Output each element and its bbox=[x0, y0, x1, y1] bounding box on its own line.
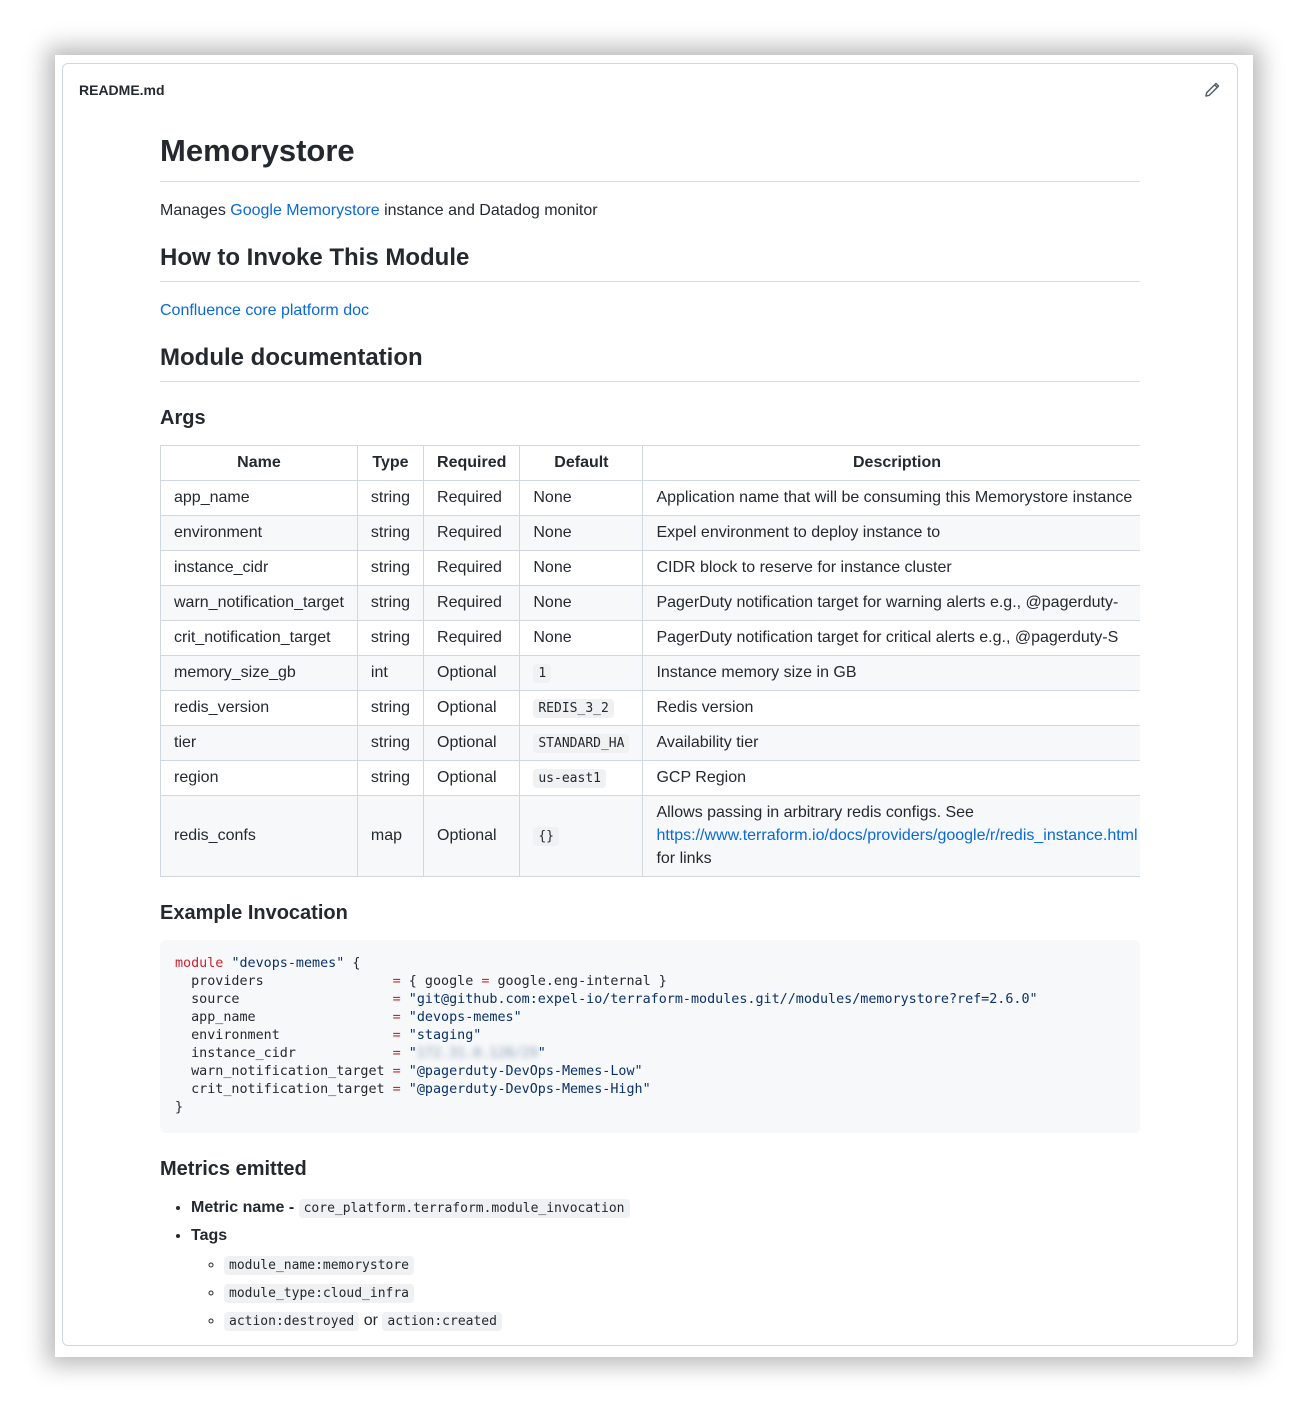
description-line: for links bbox=[656, 850, 712, 868]
code-keyword: module bbox=[175, 955, 224, 971]
arg-default: None bbox=[520, 515, 643, 550]
arg-name: tier bbox=[161, 725, 358, 760]
arg-required: Optional bbox=[424, 760, 520, 795]
arg-required: Optional bbox=[424, 690, 520, 725]
tag-code: action:destroyed bbox=[224, 1312, 359, 1331]
arg-name: instance_cidr bbox=[161, 550, 358, 585]
arg-default bbox=[520, 655, 643, 690]
arg-name: warn_notification_target bbox=[161, 585, 358, 620]
arg-description: Application name that will be consuming this Memorystore instance bbox=[643, 480, 1140, 515]
default-code: REDIS_3_2 bbox=[533, 699, 613, 718]
arg-default bbox=[520, 725, 643, 760]
confluence-doc-link[interactable]: Confluence core platform doc bbox=[160, 301, 369, 319]
arg-required: Optional bbox=[424, 795, 520, 876]
default-code: {} bbox=[533, 827, 559, 846]
arg-default: None bbox=[520, 585, 643, 620]
arg-type: map bbox=[357, 795, 423, 876]
example-code-block: module "devops-memes" { providers = { google = google.eng-internal } source = "git@github.com:expel-io/terraform-modules.git//modules/memorystore?ref=2.6.0" app_name = "devops-memes" environment = "staging" instance_cidr = "172.31.0.128/29" warn_notification_target = "@pagerduty-DevOps-Memes-Low" crit_notification_target = "@pagerduty-DevOps-Memes-High" } bbox=[160, 940, 1140, 1133]
arg-description: Redis version bbox=[643, 690, 1140, 725]
column-header-required: Required bbox=[424, 445, 520, 480]
arg-type: string bbox=[357, 620, 423, 655]
arg-default bbox=[520, 690, 643, 725]
invoke-heading: How to Invoke This Module bbox=[160, 243, 1140, 282]
arg-description: Instance memory size in GB bbox=[643, 655, 1140, 690]
list-item bbox=[224, 1251, 1140, 1279]
default-code: 1 bbox=[533, 664, 551, 683]
metric-name-code: core_platform.terraform.module_invocation bbox=[299, 1199, 630, 1218]
arg-required: Required bbox=[424, 620, 520, 655]
default-code: STANDARD_HA bbox=[533, 734, 629, 753]
arg-name: memory_size_gb bbox=[161, 655, 358, 690]
screenshot-frame bbox=[55, 55, 1253, 1357]
arg-required: Required bbox=[424, 585, 520, 620]
list-item bbox=[224, 1279, 1140, 1307]
column-header-description: Description bbox=[643, 445, 1140, 480]
code-key: warn_notification_target bbox=[175, 1063, 393, 1079]
intro-suffix: instance and Datadog monitor bbox=[379, 201, 598, 219]
arg-type: string bbox=[357, 690, 423, 725]
markdown-body bbox=[160, 116, 1140, 1335]
arg-type: string bbox=[357, 515, 423, 550]
arg-description: PagerDuty notification target for warning alerts e.g., @pagerduty- bbox=[643, 585, 1140, 620]
invoke-paragraph bbox=[160, 299, 1140, 323]
arg-name: app_name bbox=[161, 480, 358, 515]
readme-header bbox=[63, 64, 1237, 116]
arg-description: Expel environment to deploy instance to bbox=[643, 515, 1140, 550]
default-code: us-east1 bbox=[533, 769, 606, 788]
page-title: Memorystore bbox=[160, 132, 1140, 182]
arg-required: Required bbox=[424, 515, 520, 550]
code-key: source bbox=[175, 991, 393, 1007]
table-row bbox=[161, 515, 1141, 550]
code-key: instance_cidr bbox=[175, 1045, 393, 1061]
arg-description: GCP Region bbox=[643, 760, 1140, 795]
description-line: Allows passing in arbitrary redis configs. See bbox=[656, 804, 974, 822]
column-header-type: Type bbox=[357, 445, 423, 480]
arg-required: Required bbox=[424, 480, 520, 515]
file-name: README.md bbox=[79, 82, 165, 98]
arg-type: string bbox=[357, 725, 423, 760]
arg-default: None bbox=[520, 620, 643, 655]
tag-code: module_type:cloud_infra bbox=[224, 1284, 414, 1303]
arg-type: string bbox=[357, 480, 423, 515]
table-row bbox=[161, 550, 1141, 585]
table-header-row bbox=[161, 445, 1141, 480]
column-header-default: Default bbox=[520, 445, 643, 480]
arg-type: int bbox=[357, 655, 423, 690]
code-key: providers bbox=[175, 973, 393, 989]
arg-name: redis_version bbox=[161, 690, 358, 725]
arg-default bbox=[520, 760, 643, 795]
args-table bbox=[160, 445, 1140, 877]
args-heading: Args bbox=[160, 406, 206, 429]
code-string: "devops-memes" bbox=[231, 955, 345, 971]
example-heading: Example Invocation bbox=[160, 901, 348, 924]
code-key: environment bbox=[175, 1027, 393, 1043]
arg-default bbox=[520, 795, 643, 876]
table-row bbox=[161, 795, 1141, 876]
or-text: or bbox=[363, 1311, 378, 1329]
arg-default: None bbox=[520, 550, 643, 585]
metrics-heading: Metrics emitted bbox=[160, 1157, 307, 1180]
list-item bbox=[224, 1307, 1140, 1335]
table-row bbox=[161, 760, 1141, 795]
arg-required: Optional bbox=[424, 655, 520, 690]
arg-type: string bbox=[357, 550, 423, 585]
arg-description: PagerDuty notification target for critical alerts e.g., @pagerduty-S bbox=[643, 620, 1140, 655]
tag-code: action:created bbox=[382, 1312, 502, 1331]
arg-description bbox=[643, 795, 1140, 876]
tags-label: Tags bbox=[191, 1226, 228, 1244]
code-key: crit_notification_target bbox=[175, 1081, 393, 1097]
redacted-value: 172.31.0.128/29 bbox=[416, 1045, 538, 1061]
list-item bbox=[191, 1222, 1140, 1335]
intro-prefix: Manages bbox=[160, 201, 231, 219]
metrics-list bbox=[160, 1194, 1140, 1335]
metric-name-label: Metric name bbox=[191, 1198, 285, 1216]
arg-name: crit_notification_target bbox=[161, 620, 358, 655]
arg-name: region bbox=[161, 760, 358, 795]
table-row bbox=[161, 725, 1141, 760]
google-memorystore-link[interactable]: Google Memorystore bbox=[230, 201, 380, 219]
arg-default: None bbox=[520, 480, 643, 515]
arg-required: Required bbox=[424, 550, 520, 585]
table-row bbox=[161, 585, 1141, 620]
arg-description: Availability tier bbox=[643, 725, 1140, 760]
arg-description: CIDR block to reserve for instance cluster bbox=[643, 550, 1140, 585]
readme-card bbox=[62, 63, 1238, 1346]
arg-required: Optional bbox=[424, 725, 520, 760]
table-row bbox=[161, 620, 1141, 655]
tags-list bbox=[191, 1251, 1140, 1335]
arg-type: string bbox=[357, 585, 423, 620]
table-row bbox=[161, 690, 1141, 725]
tag-code: module_name:memorystore bbox=[224, 1256, 414, 1275]
code-key: app_name bbox=[175, 1009, 393, 1025]
arg-name: redis_confs bbox=[161, 795, 358, 876]
module-doc-heading: Module documentation bbox=[160, 343, 1140, 382]
pencil-icon[interactable] bbox=[1203, 81, 1221, 99]
column-header-name: Name bbox=[161, 445, 358, 480]
intro-paragraph bbox=[160, 199, 1140, 223]
list-item: • Metric name - core_platform.terraform.module_invocation bbox=[191, 1194, 1140, 1222]
table-row bbox=[161, 655, 1141, 690]
arg-name: environment bbox=[161, 515, 358, 550]
table-row bbox=[161, 480, 1141, 515]
terraform-docs-link[interactable]: https://www.terraform.io/docs/providers/google/r/redis_instance.html bbox=[656, 827, 1138, 845]
args-table-scroll[interactable] bbox=[160, 445, 1140, 877]
arg-type: string bbox=[357, 760, 423, 795]
